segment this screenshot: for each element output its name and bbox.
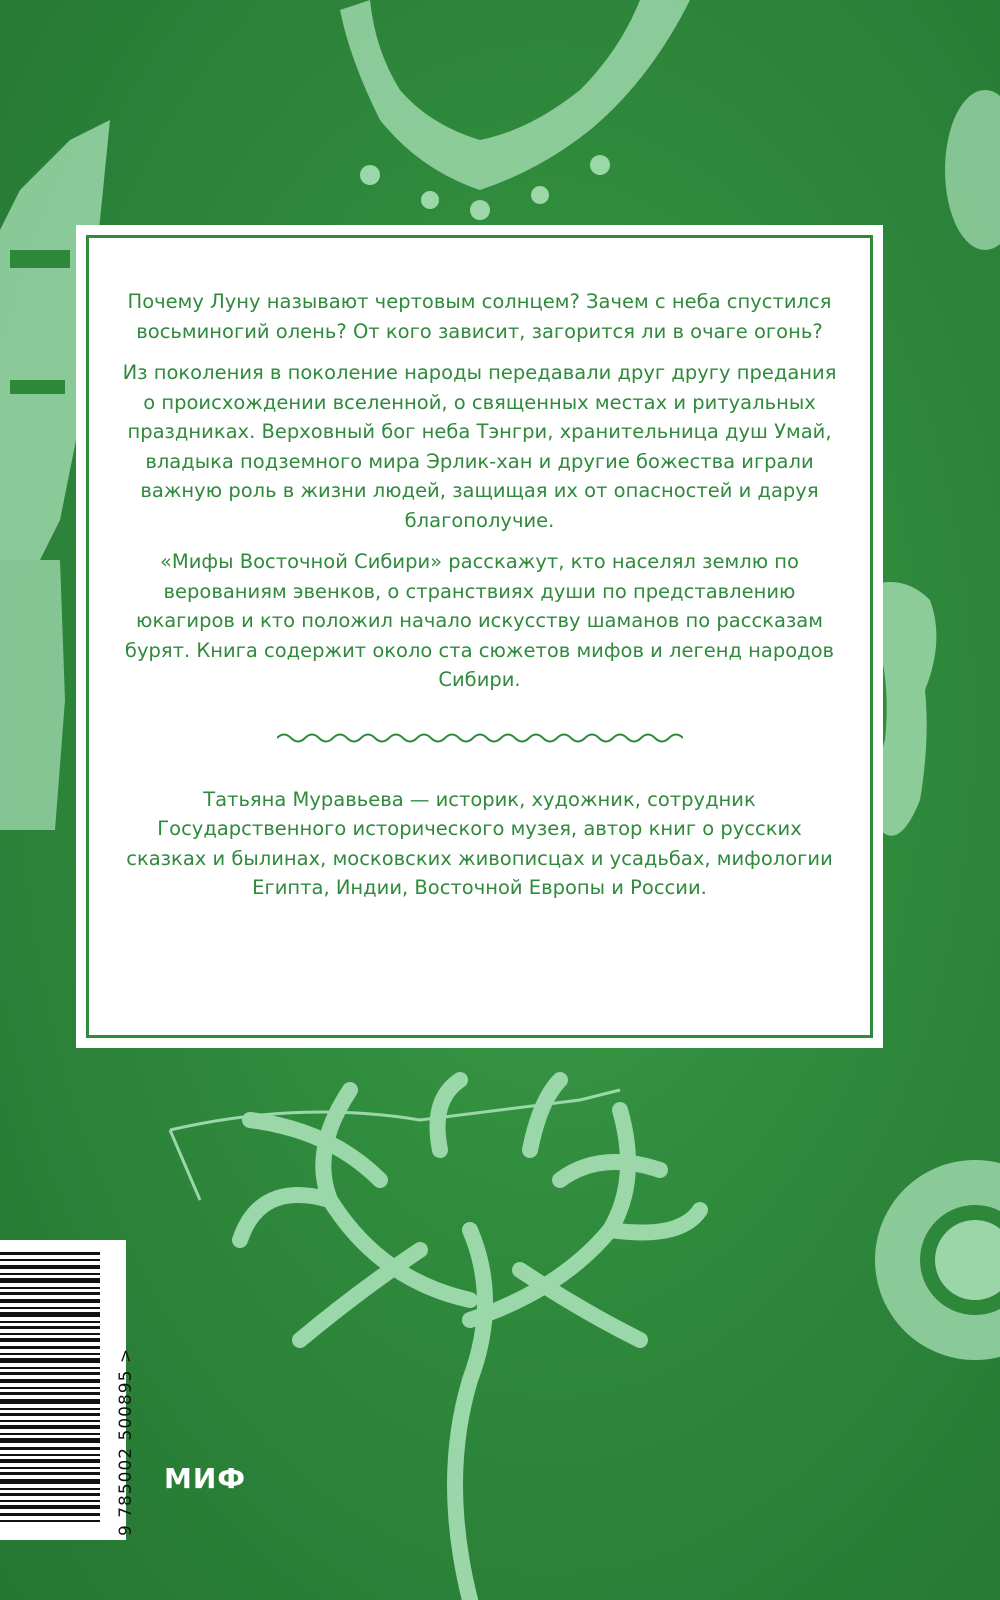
barcode-bars	[0, 1240, 126, 1540]
description-text	[116, 287, 843, 915]
description-paragraph-2: Из поколения в поколение народы передавали друг другу предания о происхождении вселенной, о священных местах и ритуальных праздниках. Верховный бог неба Тэнгри, хранительница душ Умай, владыка подземного мира Эрлик-хан и другие божества играли важную роль в жизни людей, защищая их от опасностей и даруя благополучие.	[122, 361, 837, 532]
wave-divider	[277, 731, 683, 745]
headdress-ornament	[340, 0, 690, 220]
description-paragraph-1: Почему Луну называют чертовым солнцем? Зачем с неба спустился восьминогий олень? От кого зависит, загорится ли в очаге огонь?	[127, 290, 832, 343]
description-paragraph-3: «Мифы Восточной Сибири» расскажут, кто населял землю по верованиям эвенков, о странствиях души по представлению юкагиров и кто положил начало искусству шаманов по рассказам бурят. Книга содержит около ста сюжетов мифов и легенд народов Сибири.	[124, 550, 835, 691]
author-bio: Татьяна Муравьева — историк, художник, сотрудник Государственного исторического музея, автор книг о русских сказках и былинах, московских живописцах и усадьбах, мифологии Египта, Индии, Восточной Европы и России.	[126, 787, 833, 899]
publisher-logo: МИФ	[164, 1462, 247, 1495]
left-pendant-ornament	[0, 560, 65, 830]
description-panel	[76, 225, 883, 1048]
sun-disc-ornament	[875, 1160, 1000, 1360]
isbn-digits: 9 785002 500895 >	[116, 1347, 136, 1536]
barcode	[0, 1240, 126, 1540]
bow-ornament	[170, 1090, 620, 1200]
antlered-figure-ornament	[240, 1080, 700, 1600]
